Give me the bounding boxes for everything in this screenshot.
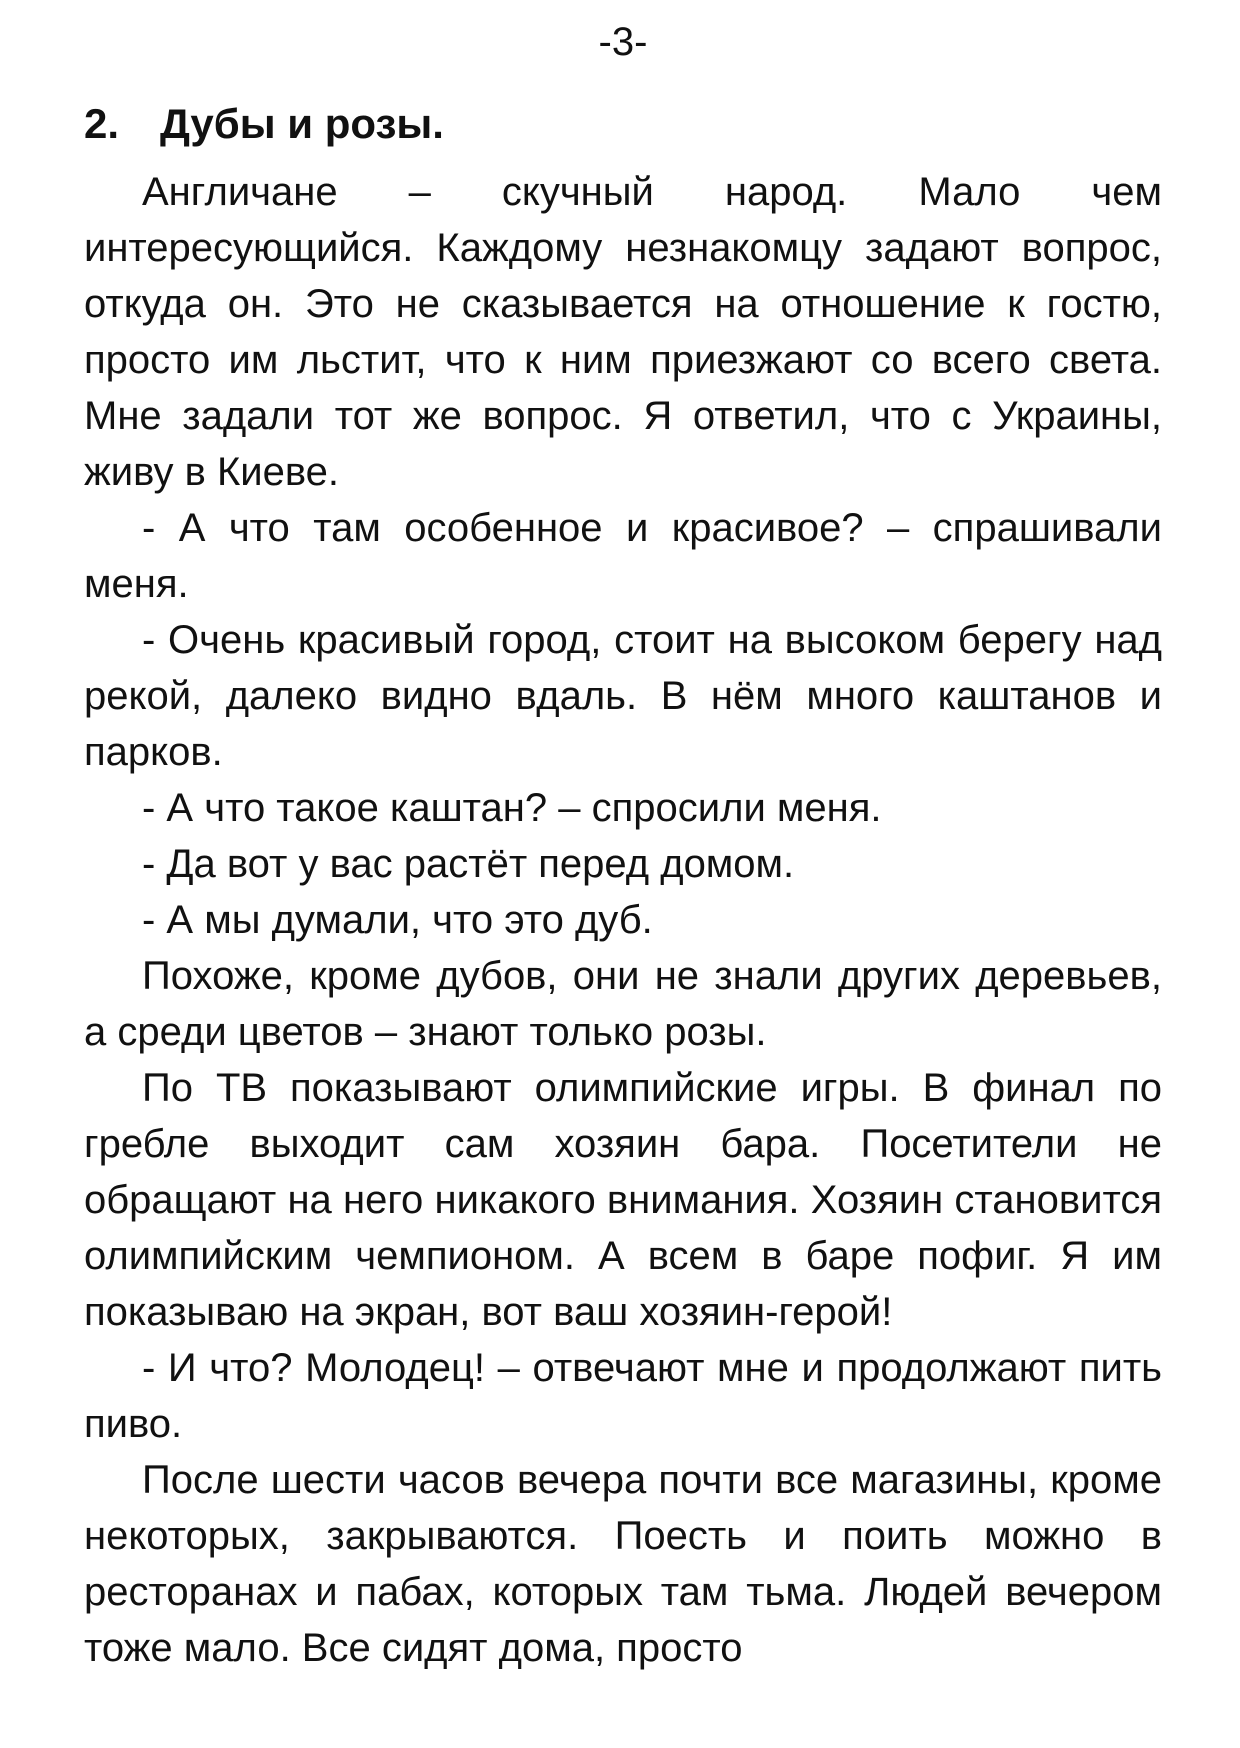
paragraph: По ТВ показывают олимпийские игры. В финал по гребле выходит сам хозяин бара. Посетители не обращают на него никакого внимания. Хозяин становится олимпийским чемпионом. А всем в баре пофиг. Я им показываю на экран, вот ваш хозяин-герой! [84,1066,1162,1334]
chapter-heading [84,96,1162,152]
dialogue-line: - Да вот у вас растёт перед домом. [142,842,795,886]
book-page [84,16,1162,1676]
chapter-title: Дубы и розы. [160,100,444,147]
paragraph: После шести часов вечера почти все магазины, кроме некоторых, закрываются. Поесть и поить можно в ресторанах и пабах, которых там тьма. Людей вечером тоже мало. Все сидят дома, просто [84,1458,1162,1670]
page-number: -3- [598,20,648,64]
dialogue-line: - И что? Молодец! – отвечают мне и продолжают пить пиво. [84,1346,1162,1446]
dialogue-line: - А что там особенное и красивое? – спрашивали меня. [84,506,1162,606]
dialogue-line: - А мы думали, что это дуб. [142,898,653,942]
dialogue-line: - Очень красивый город, стоит на высоком берегу над рекой, далеко видно вдаль. В нём много каштанов и парков. [84,618,1162,774]
chapter-number: 2. [84,100,120,147]
paragraph: Похоже, кроме дубов, они не знали других деревьев, а среди цветов – знают только розы. [84,954,1162,1054]
paragraph: Англичане – скучный народ. Мало чем интересующийся. Каждому незнакомцу задают вопрос, откуда он. Это не сказывается на отношение к гостю, просто им льстит, что к ним приезжают со всего света. Мне задали тот же вопрос. Я ответил, что с Украины, живу в Киеве. [84,170,1162,494]
dialogue-line: - А что такое каштан? – спросили меня. [142,786,882,830]
